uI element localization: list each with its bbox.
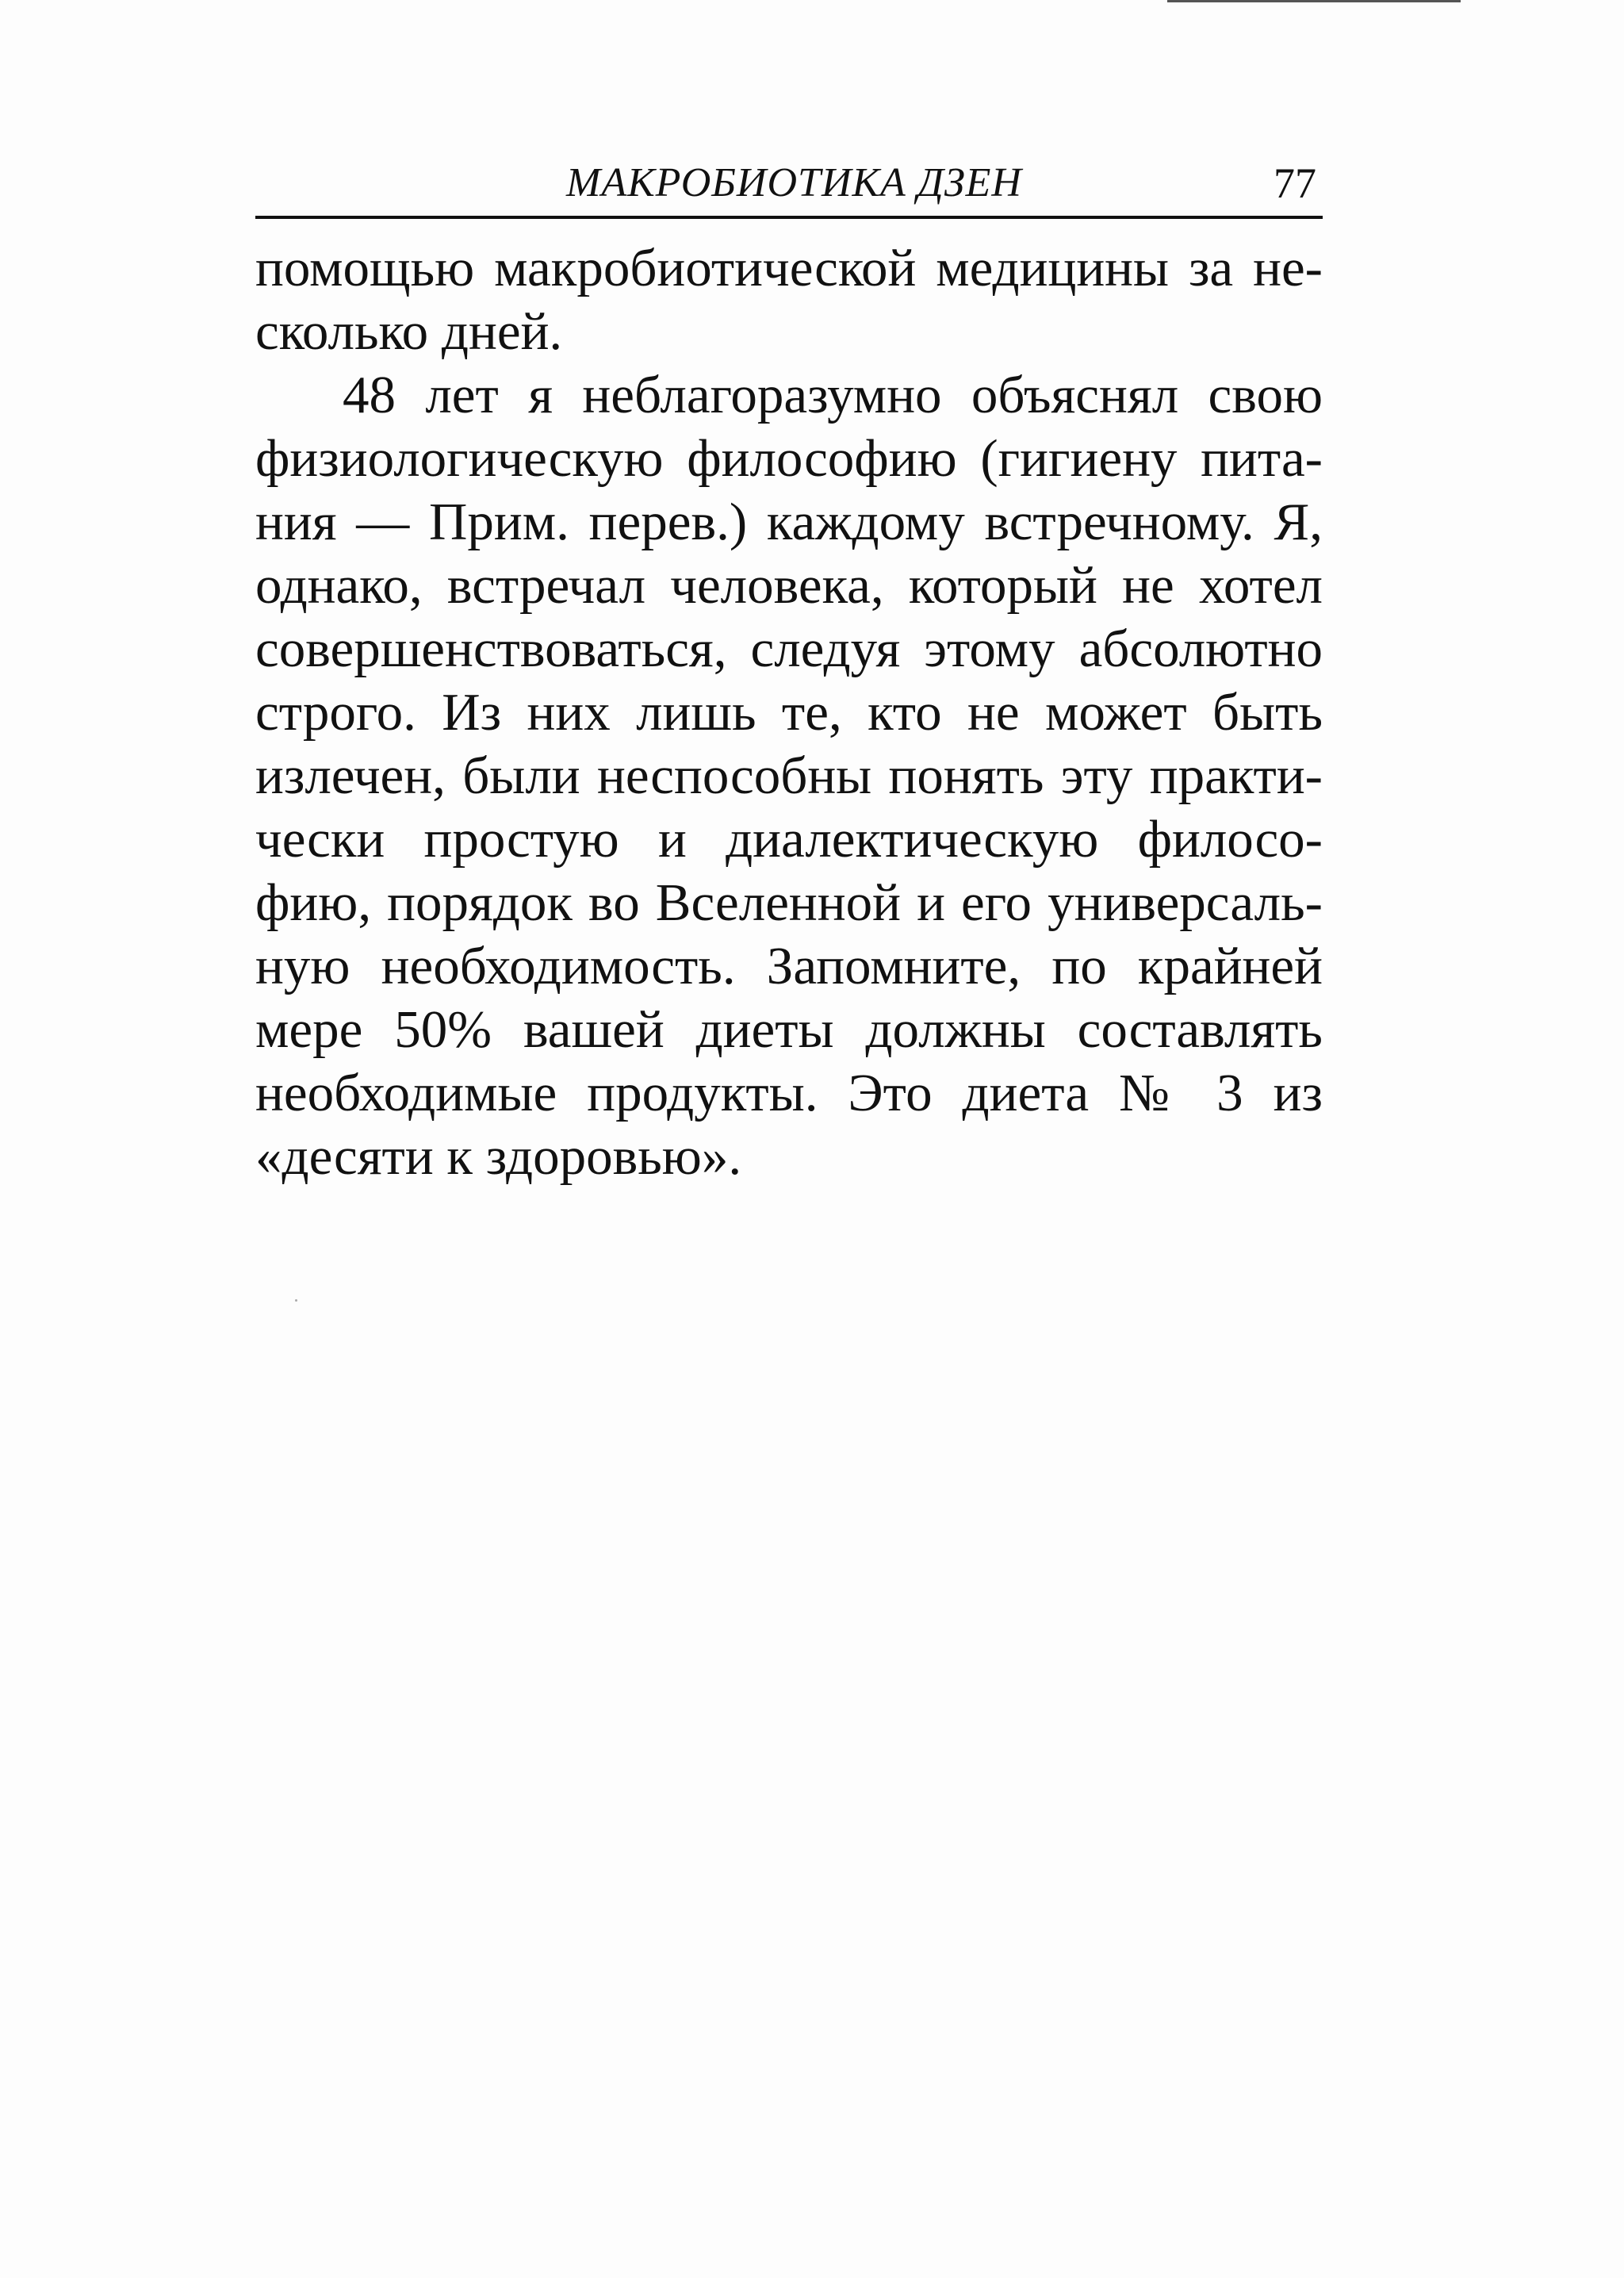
text-line: ния — Прим. перев.) каждому встречному. Я, [255,493,1323,551]
text-line: фию, порядок во Вселенной и его универсаль- [255,873,1323,932]
scan-edge-line [1167,0,1461,2]
running-header-title: МАКРОБИОТИКА ДЗЕН [566,160,1022,205]
body-text [255,236,1323,1188]
text-line: совершенствоваться, следуя этому абсолютно [255,619,1323,678]
text-line: мере 50% вашей диеты должны составлять [255,1000,1323,1059]
scan-speck [295,1299,297,1302]
text-line: ную необходимость. Запомните, по крайней [255,937,1323,995]
page-number: 77 [1274,159,1316,207]
running-header [255,152,1323,219]
text-line: физиологическую философию (гигиену пита- [255,429,1323,488]
text-line: излечен, были неспособны понять эту практи- [255,746,1323,805]
text-line: сколько дней. [255,302,563,361]
text-line: необходимые продукты. Это диета № 3 из [255,1064,1323,1122]
text-line: «десяти к здоровью». [255,1127,742,1186]
text-line: строго. Из них лишь те, кто не может быть [255,683,1323,742]
text-line: помощью макробиотической медицины за не- [255,239,1323,297]
text-line: чески простую и диалектическую филосо- [255,810,1323,869]
text-line: 48 лет я неблагоразумно объяснял свою [343,366,1323,424]
text-line: однако, встречал человека, который не хотел [255,556,1323,615]
